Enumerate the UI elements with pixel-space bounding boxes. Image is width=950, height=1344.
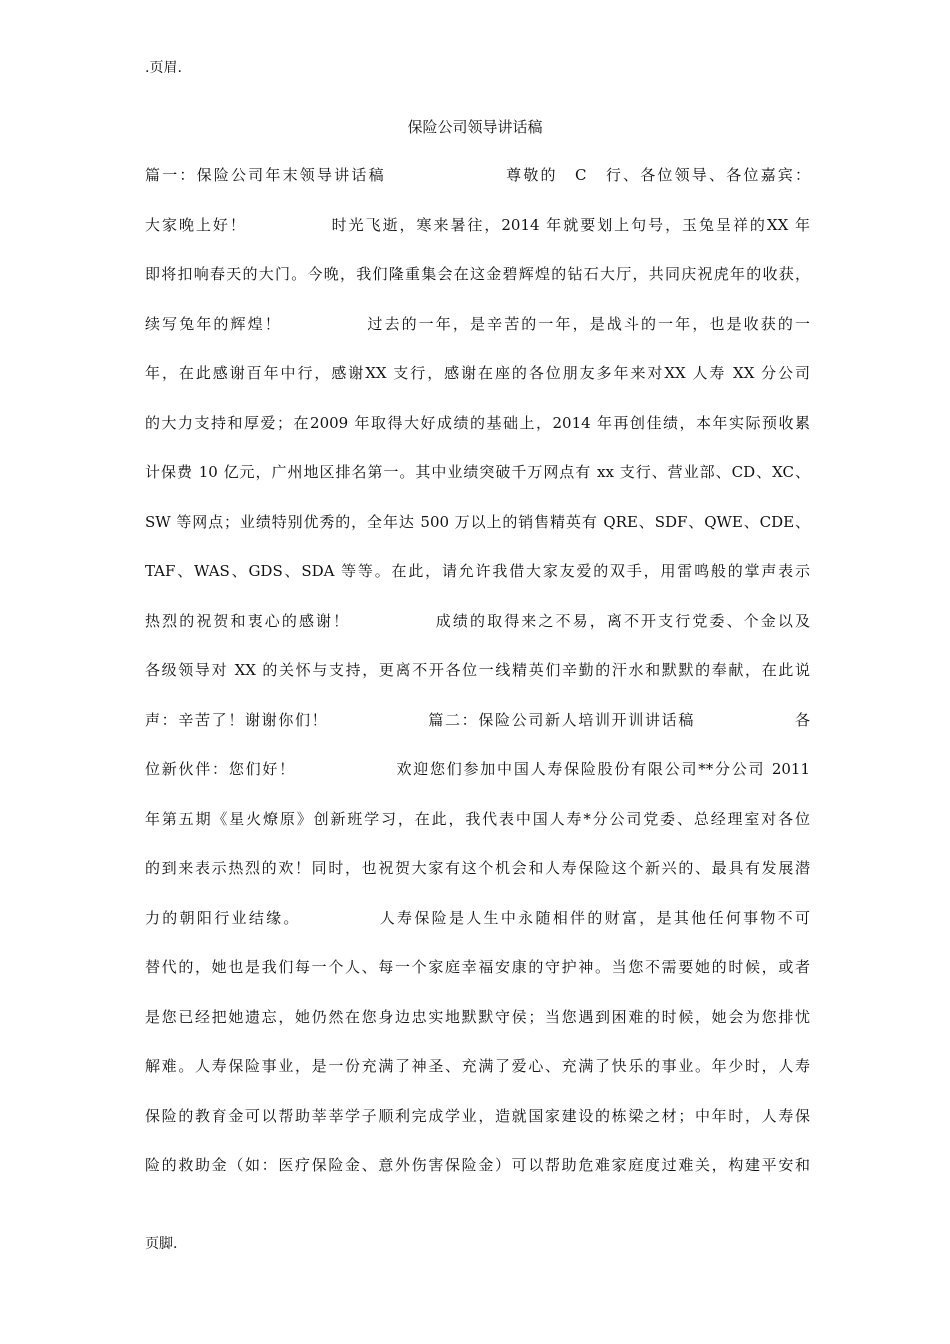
page-footer: 页脚. bbox=[145, 1236, 178, 1252]
body-line: 年，在此感谢百年中行，感谢XX 支行，感谢在座的各位朋友多年来对XX 人寿 XX 分公司 bbox=[145, 364, 810, 382]
body-line: 计保费 10 亿元，广州地区排名第一。其中业绩突破千万网点有 xx 支行、营业部、CD、XC、 bbox=[145, 463, 810, 481]
body-line: 各级领导对 XX 的关怀与支持，更离不开各位一线精英们辛勤的汗水和默默的奉献，在此说 bbox=[145, 661, 810, 679]
body-line: 的到来表示热烈的欢！同时，也祝贺大家有这个机会和人寿保险这个新兴的、最具有发展潜 bbox=[145, 859, 810, 877]
document-body bbox=[145, 163, 810, 1203]
body-line: 险的救助金（如：医疗保险金、意外伤害保险金）可以帮助危难家庭度过难关，构建平安和 bbox=[145, 1156, 810, 1174]
body-line: 的大力支持和厚爱；在2009 年取得大好成绩的基础上，2014 年再创佳绩，本年实际预收累 bbox=[145, 413, 810, 432]
body-line: 年第五期《星火燎原》创新班学习，在此，我代表中国人寿*分公司党委、总经理室对各位 bbox=[145, 809, 810, 828]
document-title: 保险公司领导讲话稿 bbox=[407, 118, 543, 136]
body-line: 替代的，她也是我们每一个人、每一个家庭幸福安康的守护神。当您不需要她的时候，或者 bbox=[145, 958, 810, 976]
body-line: 即将扣响春天的大门。今晚，我们隆重集会在这金碧辉煌的钻石大厅，共同庆祝虎年的收获， bbox=[145, 265, 810, 283]
body-line: 大家晚上好！ 时光飞逝，寒来暑往，2014 年就要划上句号，玉兔呈祥的XX 年 bbox=[145, 215, 810, 234]
body-line: 保险的教育金可以帮助莘莘学子顺利完成学业，造就国家建设的栋梁之材；中年时，人寿保 bbox=[145, 1106, 810, 1125]
page-header: .页眉. bbox=[145, 60, 182, 76]
body-line: 篇一：保险公司年末领导讲话稿 尊敬的 C 行、各位领导、各位嘉宾： bbox=[145, 166, 810, 184]
body-line: 力的朝阳行业结缘。 人寿保险是人生中永随相伴的财富，是其他任何事物不可 bbox=[145, 908, 810, 927]
body-line: 位新伙伴：您们好！ 欢迎您们参加中国人寿保险股份有限公司**分公司 2011 bbox=[145, 760, 810, 778]
body-line: 声：辛苦了！谢谢你们！ 篇二：保险公司新人培训开训讲话稿 各 bbox=[145, 710, 810, 729]
body-line: 续写兔年的辉煌！ 过去的一年，是辛苦的一年，是战斗的一年，也是收获的一 bbox=[145, 314, 810, 333]
body-line: 热烈的祝贺和衷心的感谢！ 成绩的取得来之不易，离不开支行党委、个金以及 bbox=[145, 611, 810, 630]
body-line: SW 等网点；业绩特别优秀的，全年达 500 万以上的销售精英有 QRE、SDF、QWE、CDE、 bbox=[145, 512, 810, 531]
body-line: TAF、WAS、GDS、SDA 等等。在此，请允许我借大家友爱的双手，用雷鸣般的掌声表示 bbox=[145, 562, 810, 580]
body-line: 是您已经把她遗忘，她仍然在您身边忠实地默默守侯；当您遇到困难的时候，她会为您排忧 bbox=[145, 1007, 810, 1026]
body-line: 解难。人寿保险事业，是一份充满了神圣、充满了爱心、充满了快乐的事业。年少时，人寿 bbox=[145, 1057, 810, 1075]
